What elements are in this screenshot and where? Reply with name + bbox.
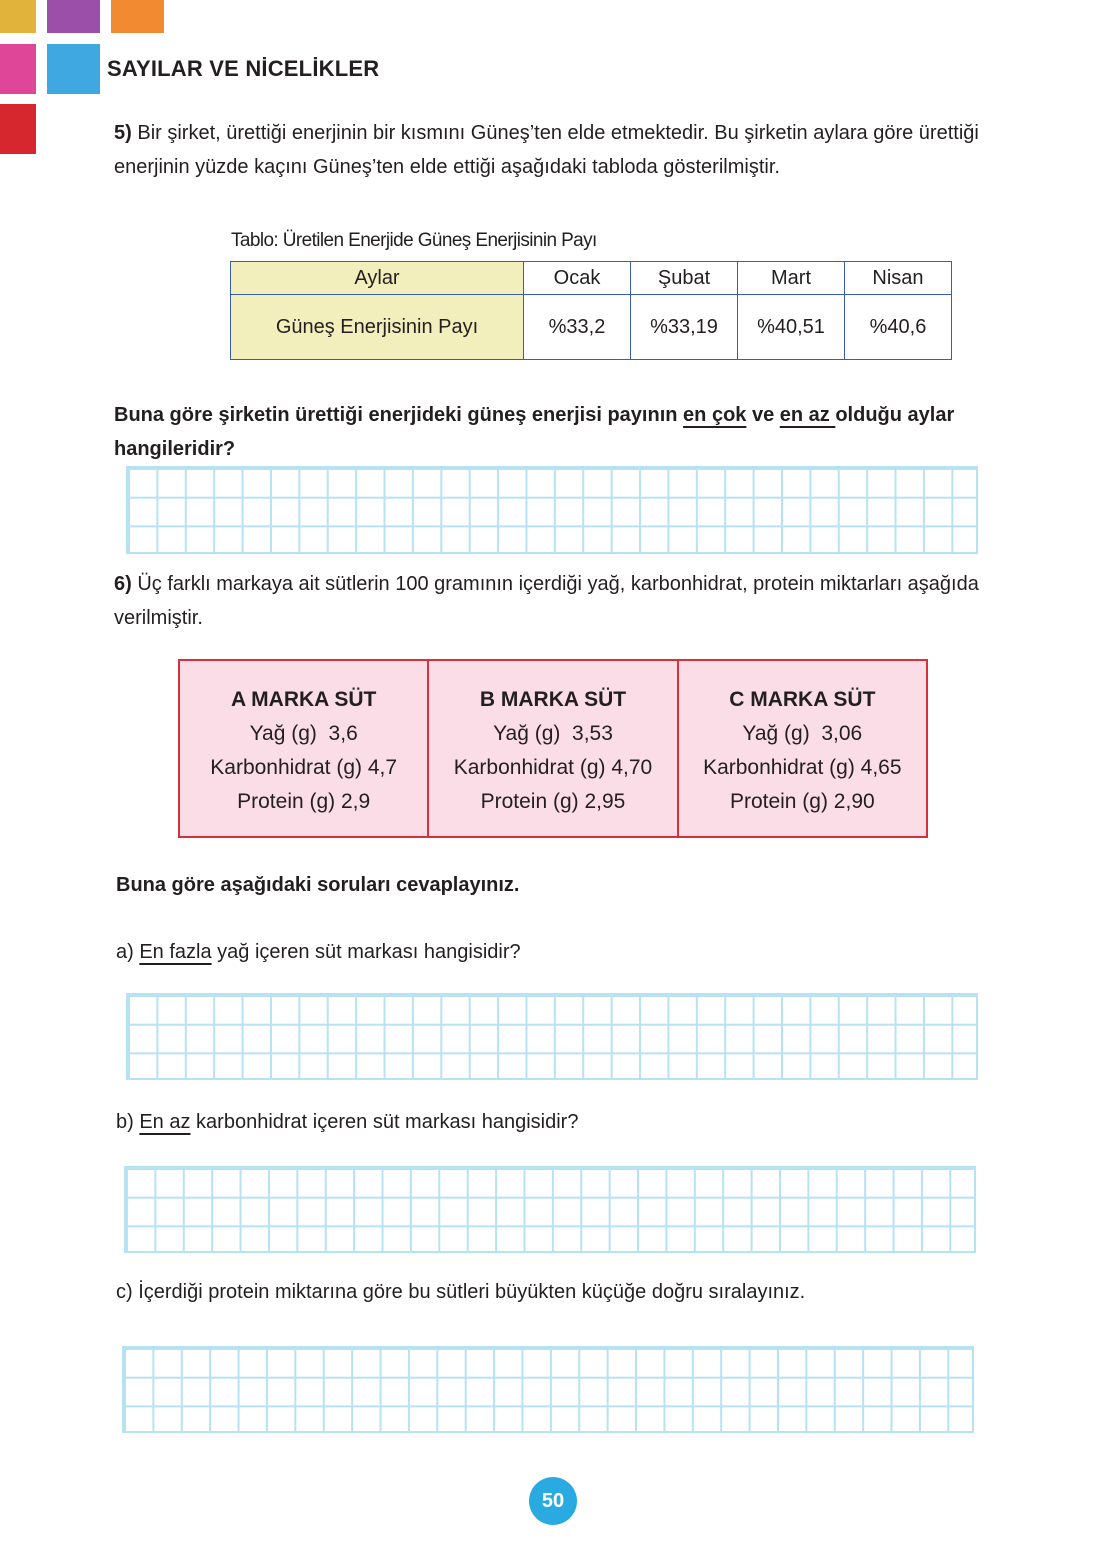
prompt-part: Buna göre şirketin ürettiği enerjideki güneş enerjisi payının <box>114 404 684 426</box>
question-6-number: 6) <box>114 573 132 595</box>
prompt-part: olduğu aylar hangileridir? <box>114 404 955 460</box>
answer-grid-6c[interactable] <box>122 1346 974 1433</box>
table-caption: Tablo: Üretilen Enerjide Güneş Enerjisinin Payı <box>231 230 597 251</box>
brand-b-card <box>427 661 676 836</box>
table-header-label: Aylar <box>231 262 524 295</box>
brand-protein: Protein (g) 2,9 <box>237 790 371 813</box>
table-month: Nisan <box>845 262 952 295</box>
decor-square-orange <box>111 0 164 33</box>
question-5-text <box>114 116 994 184</box>
brand-name: A MARKA SÜT <box>230 688 377 711</box>
table-value: %33,19 <box>631 295 738 360</box>
decor-square-red <box>0 104 36 154</box>
table-value: %40,51 <box>738 295 845 360</box>
question-5-body: Bir şirket, ürettiği enerjinin bir kısmını Güneş’ten elde etmektedir. Bu şirketin aylara göre ürettiği enerjinin yüzde kaçını Güneş’ten elde ettiği aşağıdaki tabloda gösterilmiştir. <box>114 122 979 178</box>
brand-carb: Karbonhidrat (g) 4,65 <box>703 756 902 779</box>
answer-grid-6b[interactable] <box>124 1166 976 1253</box>
brand-fat: Yağ (g) 3,06 <box>742 722 863 745</box>
underlined-least-carb: En az <box>139 1111 191 1133</box>
brand-carb: Karbonhidrat (g) 4,70 <box>453 756 653 779</box>
brand-protein: Protein (g) 2,90 <box>729 790 875 813</box>
question-6c: c) İçerdiği protein miktarına göre bu sütleri büyükten küçüğe doğru sıralayınız. <box>116 1281 806 1303</box>
energy-table <box>230 261 952 360</box>
item-text: yağ içeren süt markası hangisidir? <box>211 941 521 963</box>
brand-c-card <box>677 661 926 836</box>
underlined-most-fat: En fazla <box>139 941 212 963</box>
brand-carb: Karbonhidrat (g) 4,7 <box>210 756 398 779</box>
brand-fat: Yağ (g) 3,6 <box>249 722 358 745</box>
question-5-prompt <box>114 398 994 466</box>
question-6-instruction: Buna göre aşağıdaki soruları cevaplayınız. <box>116 874 520 896</box>
item-prefix: b) <box>116 1111 140 1133</box>
question-6b <box>116 1105 996 1139</box>
table-month: Mart <box>738 262 845 295</box>
brand-name: B MARKA SÜT <box>479 688 627 711</box>
decor-square-blue <box>47 44 100 94</box>
table-row-label: Güneş Enerjisinin Payı <box>231 295 524 360</box>
table-month: Şubat <box>631 262 738 295</box>
answer-grid-6a[interactable] <box>126 993 978 1080</box>
decor-square-purple <box>47 0 100 33</box>
answer-grid-q5[interactable] <box>126 466 978 554</box>
page-number-badge: 50 <box>529 1477 577 1525</box>
section-title: SAYILAR VE NİCELİKLER <box>107 56 380 81</box>
question-6a <box>116 935 996 969</box>
brand-name: C MARKA SÜT <box>729 688 876 711</box>
item-prefix: a) <box>116 941 140 963</box>
underlined-least: en az <box>779 404 836 426</box>
underlined-most: en çok <box>683 404 747 426</box>
decor-square-yellow <box>0 0 36 33</box>
item-text: karbonhidrat içeren süt markası hangisidir? <box>190 1111 579 1133</box>
prompt-part: ve <box>746 404 780 426</box>
milk-brands-box <box>178 659 928 838</box>
question-6-text <box>114 567 994 635</box>
table-value: %33,2 <box>524 295 631 360</box>
table-month: Ocak <box>524 262 631 295</box>
brand-fat: Yağ (g) 3,53 <box>493 722 613 745</box>
question-6-body: Üç farklı markaya ait sütlerin 100 gramının içerdiği yağ, karbonhidrat, protein miktarları aşağıda verilmiştir. <box>114 573 979 629</box>
brand-protein: Protein (g) 2,95 <box>480 790 626 813</box>
decor-square-pink <box>0 44 36 94</box>
brand-a-card <box>180 661 427 836</box>
question-5-number: 5) <box>114 122 132 144</box>
table-value: %40,6 <box>845 295 952 360</box>
